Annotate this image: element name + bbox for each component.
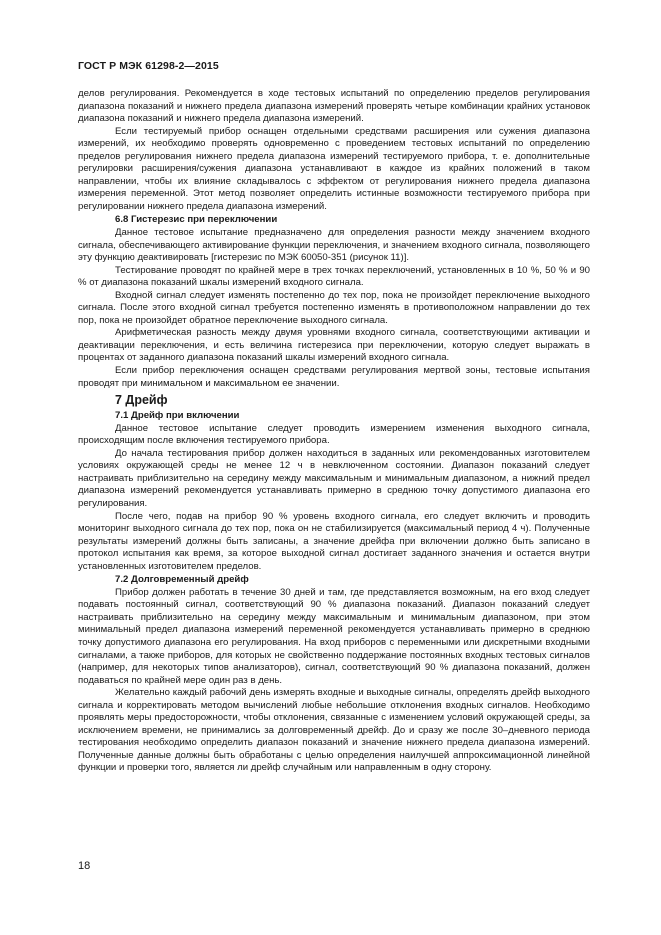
- section-heading-7: 7 Дрейф: [115, 393, 168, 408]
- paragraph: Тестирование проводят по крайней мере в трех точках переключений, установленных в 10 %, 50 % и 90 % от диапазона показаний шкалы измерений входного сигнала.: [78, 264, 590, 289]
- paragraph: Желательно каждый рабочий день измерять входные и выходные сигналы, определять дрейф выходного сигнала и корректировать методом вычислений любые небольшие отклонения входных сигналов. Необходимо проявлять меры предосторожности, чтобы отклонения, связанные с изменением условий окружающей среды, за исключением времени, не принимались за долговременный дрейф. До и сразу же после 30–дневного периода тестирования необходимо определить диапазон показаний и значение нижнего предела диапазона измерений. Полученные данные должны быть обработаны с целью определения наилучшей аппроксимационной линейной функции и проверки того, является ли дрейф случайным или направленным в одну сторону.: [78, 687, 590, 774]
- section-heading-7-1: 7.1 Дрейф при включении: [115, 410, 240, 422]
- paragraph: Данное тестовое испытание следует проводить измерением изменения выходного сигнала, происходящим после включения тестируемого прибора.: [78, 422, 590, 447]
- paragraph: Если тестируемый прибор оснащен отдельными средствами расширения или сужения диапазона измерений, их необходимо проверять одновременно с проведением тестовых испытаний по определению пределов регулирования нижнего предела диапазона измерений тестируемого прибора, т. е. дополнительные регулировки расширения/сужения диапазона устанавливают в каждое из крайних положений в таком направлении, чтобы их влияние складывалось с эффектом от регулирования нижнего предела диапазона измерения переменной. Этот метод позволяет определить истинные возможности тестируемого прибора при регулировании нижнего предела диапазона измерений.: [78, 125, 590, 212]
- paragraph: Если прибор переключения оснащен средствами регулирования мертвой зоны, тестовые испытания проводят при минимальном и максимальном ее значении.: [78, 365, 590, 389]
- paragraph: После чего, подав на прибор 90 % уровень входного сигнала, его следует включить и проводить мониторинг выходного сигнала до тех пор, пока он не стабилизируется (максимальный период 4 ч). Полученные результаты измерений должны быть записаны, а значение дрейфа при включении должно быть записано в протокол испытания как время, за которое выходной сигнал достигает заданного значения и остается внутри установленных изготовителем пределов.: [78, 510, 590, 572]
- paragraph: Прибор должен работать в течение 30 дней и там, где представляется возможным, на его вход следует подавать постоянный сигнал, соответствующий 90 % диапазона показаний. Диапазон показаний следует настраивать приблизительно на середину между максимальным и минимальным диапазоном, при этом минимальный предел диапазона измерений переменной рекомендуется устанавливать примерно в среднюю точку допустимого диапазона его регулирования. На вход приборов с переменными или дискретными входными сигналами, а также приборов, для которых не свойственно поддержание постоянных входных тестовых сигналов (например, для некоторых типов анализаторов), сигнал, соответствующий 90 % диапазона показаний, должен подаваться по крайней мере один раз в день.: [78, 586, 590, 686]
- paragraph-continuation: делов регулирования. Рекомендуется в ходе тестовых испытаний по определению пределов регулирования диапазона показаний и нижнего предела диапазона измерений проверять четыре комбинации крайних установок диапазона показаний и нижнего предела диапазона измерений.: [78, 88, 590, 125]
- standard-header: ГОСТ Р МЭК 61298-2—2015: [78, 60, 219, 72]
- paragraph: До начала тестирования прибор должен находиться в заданных или рекомендованных изготовителем условиях окружающей среды не менее 12 ч в невключенном состоянии. Диапазон показаний следует настраивать приблизительно на середину между максимальным и минимальным диапазоном, а нижний предел диапазона измерений рекомендуется устанавливать примерно в среднюю точку допустимого диапазона его регулирования.: [78, 447, 590, 509]
- paragraph: Арифметическая разность между двумя уровнями входного сигнала, соответствующими активации и деактивации переключения, и есть величина гистерезиса при переключении, которую следует выражать в процентах от заданного диапазона показаний шкалы измерений входного сигнала.: [78, 327, 590, 364]
- paragraph: Входной сигнал следует изменять постепенно до тех пор, пока не произойдет переключение выходного сигнала. После этого входной сигнал требуется постепенно изменять в противоположном направлении до тех пор, пока не произойдет обратное переключение выходного сигнала.: [78, 289, 590, 326]
- section-heading-6-8: 6.8 Гистерезис при переключении: [115, 214, 278, 226]
- paragraph: Данное тестовое испытание предназначено для определения разности между значением входного сигнала, обеспечивающего активирование функции переключения, и значением входного сигнала, позволяющего эту функцию деактивировать [гистерезис по МЭК 60050-351 (рисунок 11)].: [78, 227, 590, 264]
- document-body: [78, 88, 590, 775]
- section-heading-7-2: 7.2 Долговременный дрейф: [115, 574, 249, 586]
- page-number: 18: [78, 860, 91, 872]
